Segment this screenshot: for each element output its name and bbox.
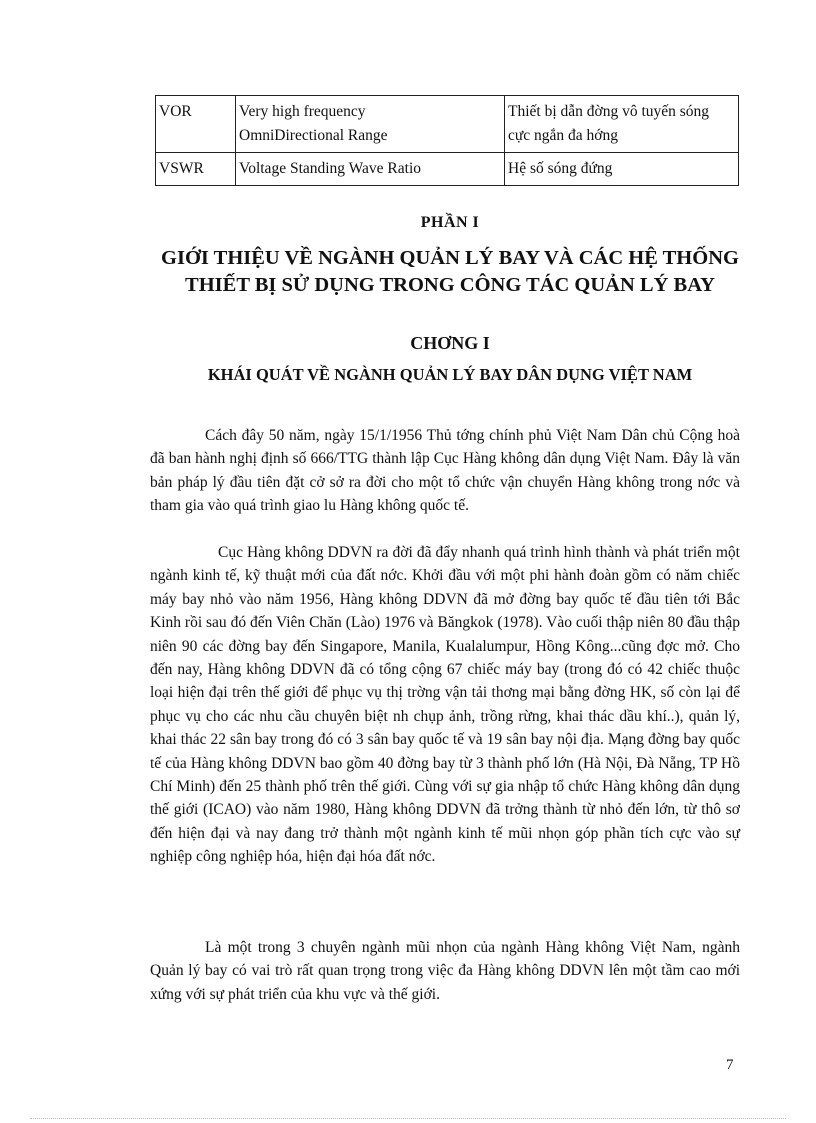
page-number: 7 <box>726 1057 734 1073</box>
table-row <box>156 153 739 186</box>
term-cell <box>236 153 505 186</box>
table-row <box>156 96 739 153</box>
page-bottom-rule <box>30 1118 786 1119</box>
paragraph: Cách đây 50 năm, ngày 15/1/1956 Thủ tớng chính phủ Việt Nam Dân chủ Cộng hoà đã ban hành nghị định số 666/TTG thành lập Cục Hàng không dân dụng Việt Nam. Đây là văn bản pháp lý đầu tiên đặt cở sở ra đời cho một tổ chức vận chuyển Hàng không trong nớc và tham gia vào quá trình giao lu Hàng không quốc tế. <box>150 427 740 515</box>
meaning-cell: Hệ số sóng đứng <box>505 153 739 186</box>
meaning-cell: Thiết bị dẫn đờng vô tuyến sóng cực ngắn đa hớng <box>505 96 739 153</box>
abbr-cell: VOR <box>156 96 236 153</box>
abbreviation-table <box>155 95 739 186</box>
chapter-title: KHÁI QUÁT VỀ NGÀNH QUẢN LÝ BAY DÂN DỤNG VIỆT NAM <box>207 365 693 384</box>
paragraph: Là một trong 3 chuyên ngành mũi nhọn của ngành Hàng không Việt Nam, ngành Quản lý bay có vai trò rất quan trọng trong việc đa Hàng không DDVN lên một tầm cao mới xứng với sự phát triển của khu vực và thế giới. <box>150 939 740 1003</box>
chapter-heading: CHƠNG I <box>410 333 490 353</box>
paragraph: Cục Hàng không DDVN ra đời đã đẩy nhanh quá trình hình thành và phát triển một ngành kinh tế, kỹ thuật mới của đất nớc. Khởi đầu với một phi hành đoàn gồm có năm chiếc máy bay nhỏ vào năm 1956, Hàng không DDVN đã mở đờng bay quốc tế đầu tiên tới Bắc Kinh rồi sau đó đến Viên Chăn (Lào) 1976 và Băngkok (1978). Vào cuối thập niên 80 đầu thập niên 90 các đờng bay đến Singapore, Manila, Kualalumpur, Hồng Kông...cũng đợc mở. Cho đến nay, Hàng không DDVN đã có tổng cộng 67 chiếc máy bay (trong đó có 42 chiếc thuộc loại hiện đại trên thế giới để phục vụ thị trờng vận tải thơng mại bằng đờng HK, số còn lại để phục vụ cho các nhu cầu chuyên biệt nh chụp ảnh, trồng rừng, khai thác dầu khí..), quản lý, khai thác 22 sân bay trong đó có 3 sân bay quốc tế và 19 sân bay nội địa. Mạng đờng bay quốc tế của Hàng không DDVN bao gồm 40 đờng bay từ 3 thành phố lớn (Hà Nội, Đà Nẵng, TP Hồ Chí Minh) đến 25 thành phố trên thế giới. Cùng với sự gia nhập tổ chức Hàng không dân dụng thế giới (ICAO) vào năm 1980, Hàng không DDVN đã trởng thành từ nhỏ đến lớn, từ thô sơ đến hiện đại và nay đang trở thành một ngành kinh tế mũi nhọn góp phần tích cực vào sự nghiệp công nghiệp hóa, hiện đại hóa đất nớc. <box>150 544 740 866</box>
abbr-cell: VSWR <box>156 153 236 186</box>
part-title: GIỚI THIỆU VỀ NGÀNH QUẢN LÝ BAY VÀ CÁC HỆ THỐNG THIẾT BỊ SỬ DỤNG TRONG CÔNG TÁC QUẢN LÝ BAY <box>161 247 739 296</box>
part-heading: PHẦN I <box>420 214 480 231</box>
term-cell <box>236 96 505 153</box>
term-line: OmniDirectional Range <box>239 127 388 144</box>
term-line: Voltage Standing Wave Ratio <box>239 160 422 177</box>
term-line: Very high frequency <box>239 103 366 120</box>
